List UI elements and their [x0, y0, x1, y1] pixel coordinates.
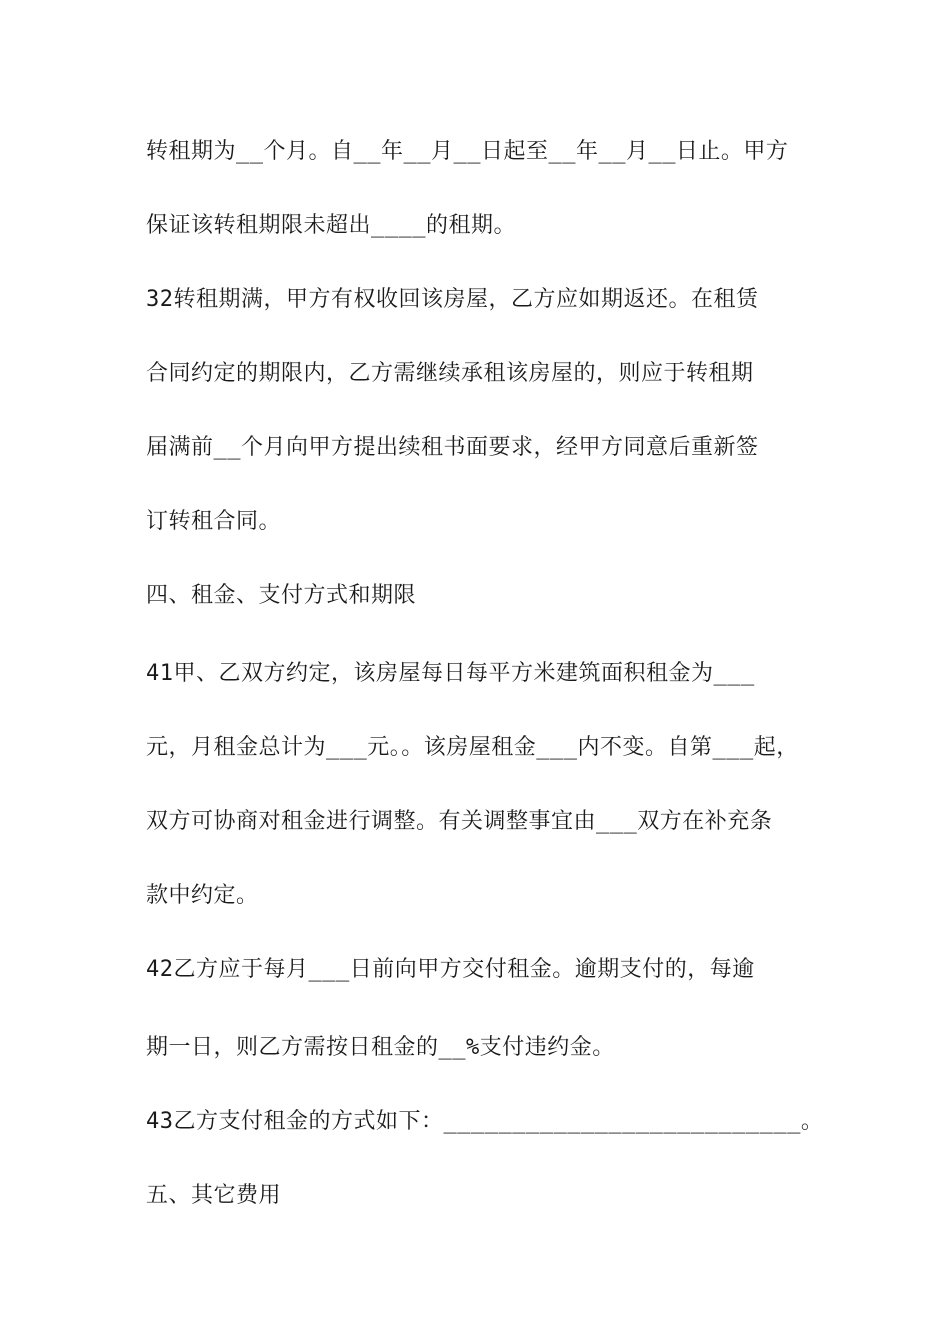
- text-line: 双方可协商对租金进行调整。有关调整事宜由___双方在补充条: [146, 809, 773, 834]
- text-line: 期一日，则乙方需按日租金的__%支付违约金。: [146, 1035, 615, 1060]
- text-line: 41甲、乙双方约定，该房屋每日每平方米建筑面积租金为___: [146, 661, 755, 686]
- text-line: 转租期为__个月。自__年__月__日起至__年__月__日止。甲方: [146, 139, 789, 164]
- text-line: 43乙方支付租金的方式如下：__________________________。: [146, 1109, 824, 1134]
- section-heading: 五、其它费用: [146, 1183, 282, 1208]
- text-line: 元，月租金总计为___元。。该房屋租金___内不变。自第___起，: [146, 735, 799, 760]
- section-heading: 四、租金、支付方式和期限: [146, 583, 417, 608]
- text-line: 42乙方应于每月___日前向甲方交付租金。逾期支付的，每逾: [146, 957, 755, 982]
- text-line: 32转租期满，甲方有权收回该房屋，乙方应如期返还。在租赁: [146, 287, 759, 312]
- text-line: 届满前__个月向甲方提出续租书面要求，经甲方同意后重新签: [146, 435, 759, 460]
- text-line: 款中约定。: [146, 883, 259, 908]
- text-line: 保证该转租期限未超出____的租期。: [146, 213, 516, 238]
- text-line: 合同约定的期限内，乙方需继续承租该房屋的，则应于转租期: [146, 361, 754, 386]
- text-line: 订转租合同。: [146, 509, 282, 534]
